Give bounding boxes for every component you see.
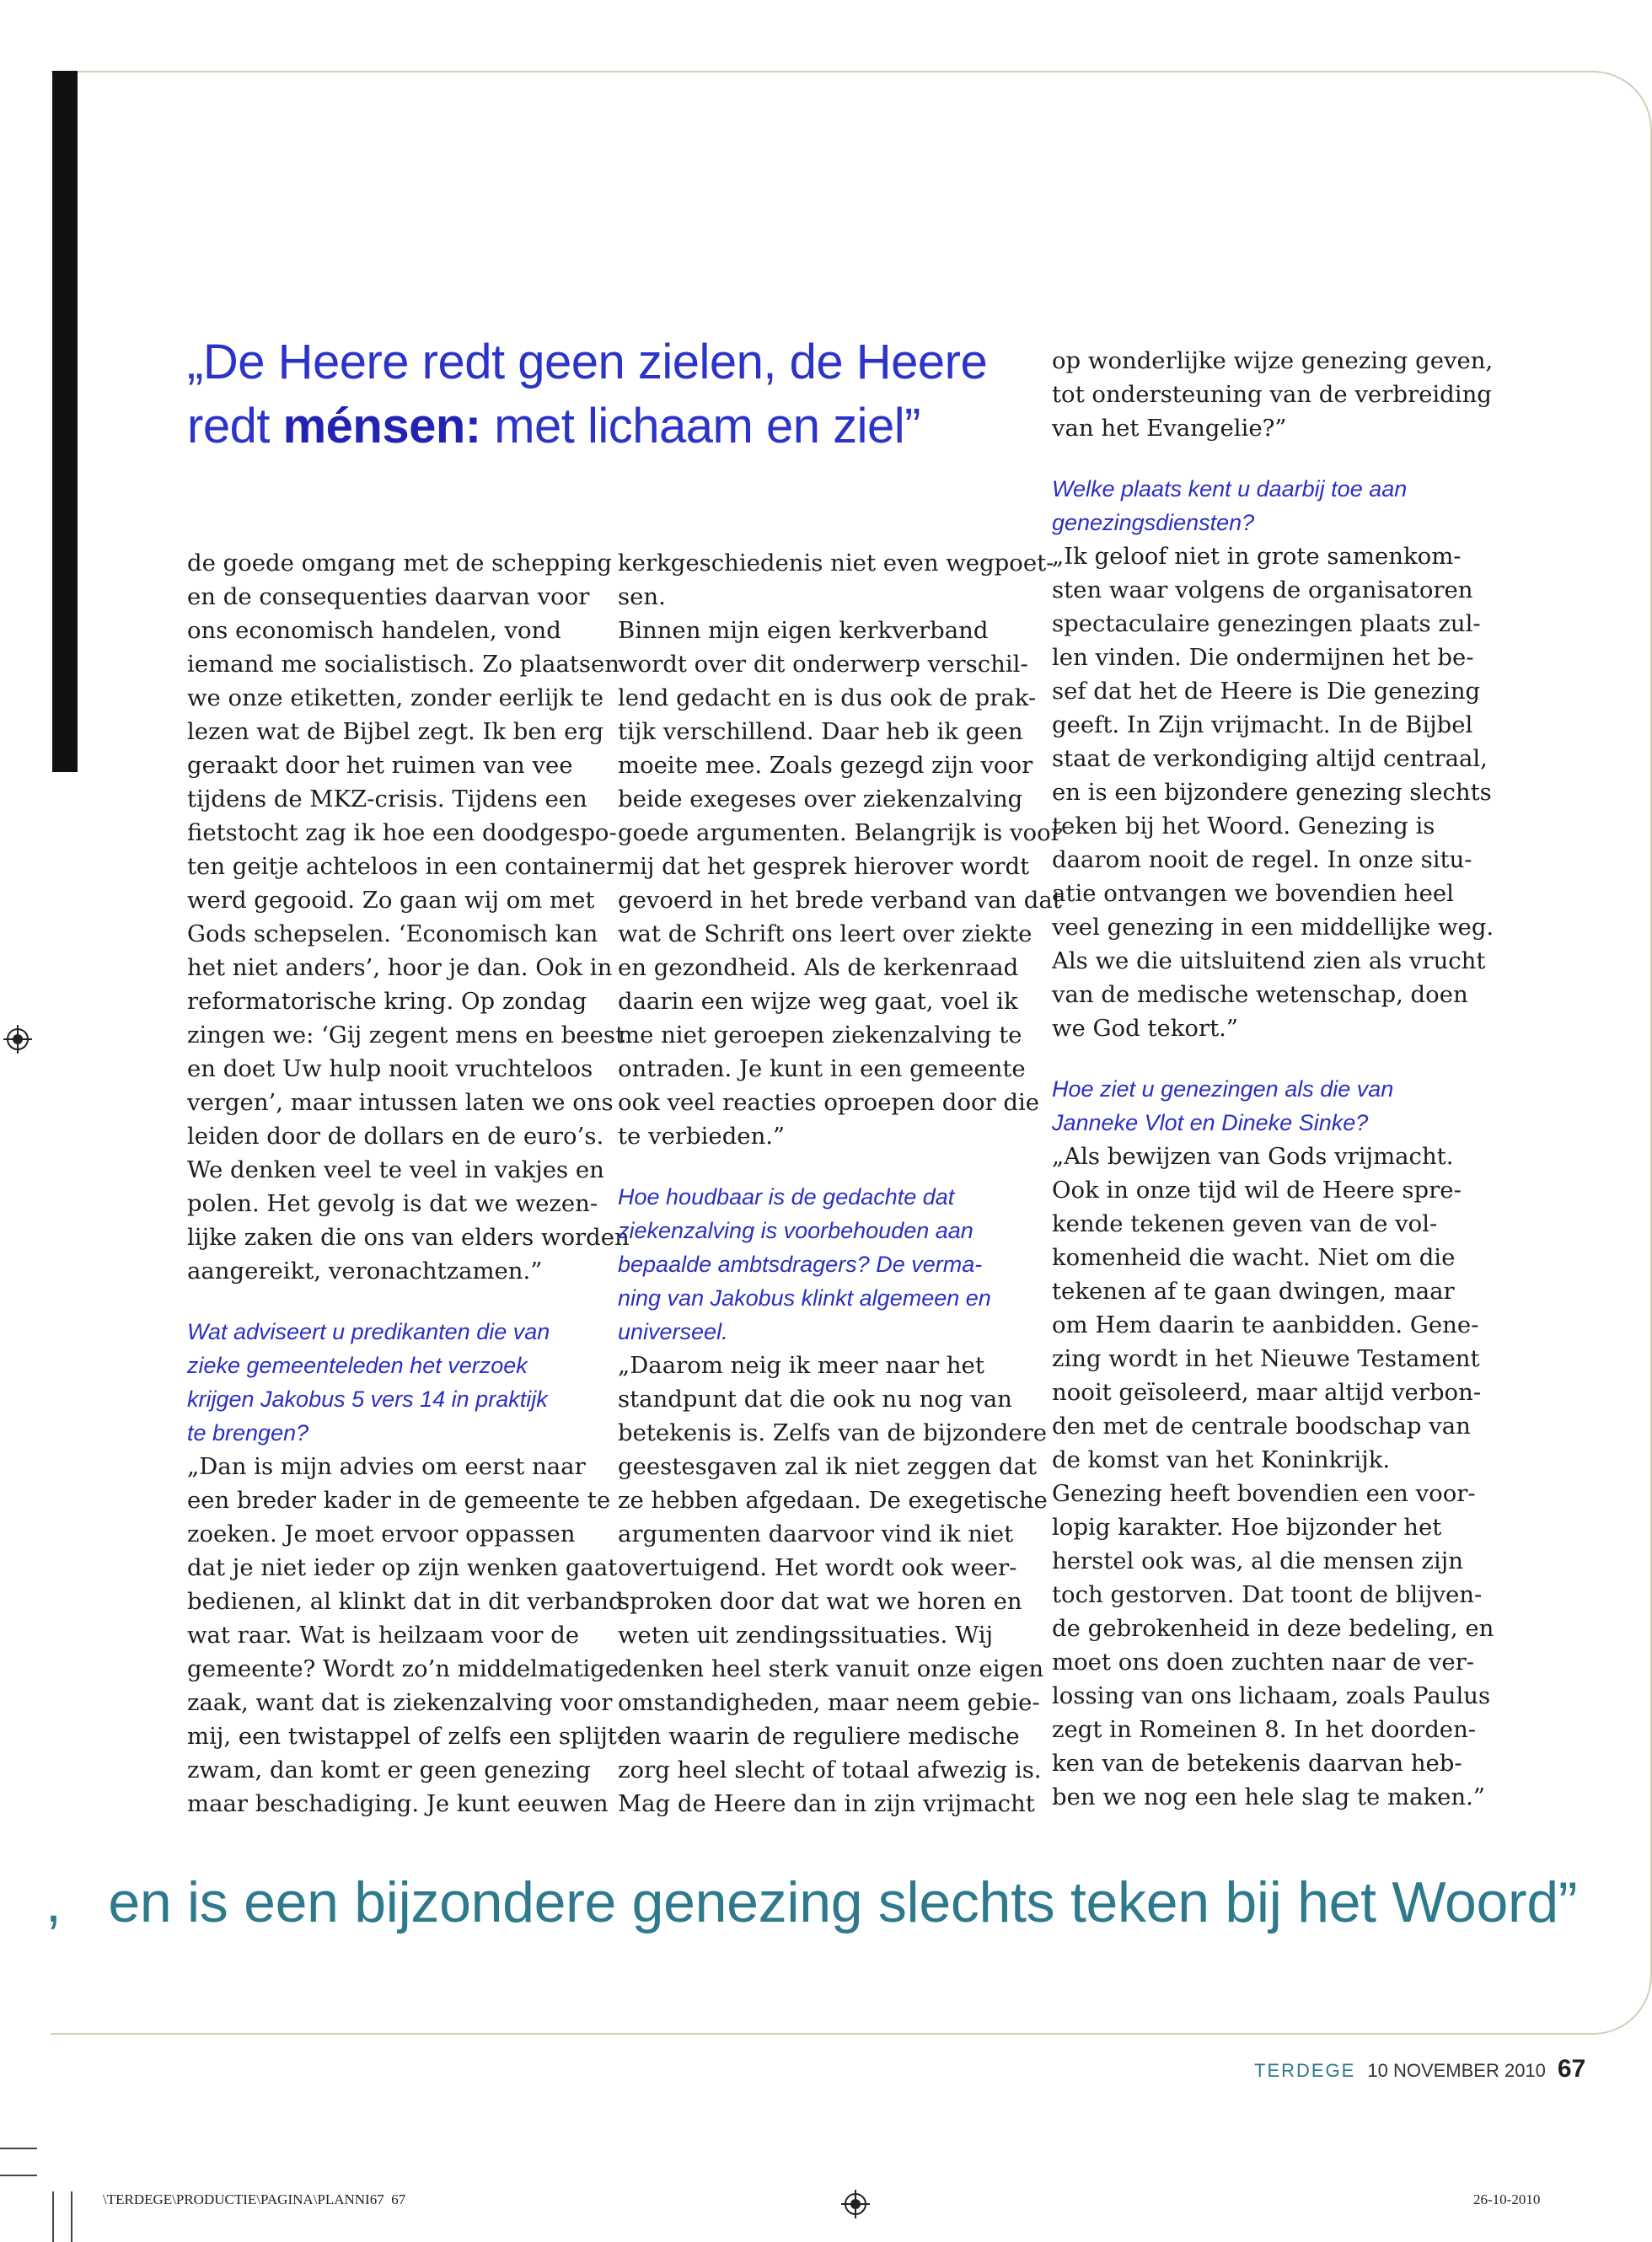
body-text-line: zegt in Romeinen 8. In het doorden- xyxy=(1052,1716,1477,1743)
body-text-line: len vinden. Die ondermijnen het be- xyxy=(1052,644,1474,671)
body-text-line: kerkgeschiedenis niet even wegpoet- xyxy=(618,550,1054,577)
body-text-line: weten uit zendingssituaties. Wij xyxy=(618,1622,994,1649)
body-text-line: zwam, dan komt er geen genezing xyxy=(187,1757,591,1783)
interview-question-line: te brengen? xyxy=(187,1420,309,1446)
interview-question-line: ziekenzalving is voorbehouden aan xyxy=(618,1218,974,1243)
body-text-line: „Daarom neig ik meer naar het xyxy=(618,1352,984,1379)
body-text-line: zorg heel slecht of totaal afwezig is. xyxy=(618,1757,1042,1783)
interview-question-line: bepaalde ambtsdragers? De verma- xyxy=(618,1252,983,1277)
body-text-line: ben we nog een hele slag te maken.” xyxy=(1052,1783,1485,1810)
body-text-line: geraakt door het ruimen van vee xyxy=(187,752,573,779)
body-text-line: ken van de betekenis daarvan heb- xyxy=(1052,1750,1462,1777)
body-text-line: de komst van het Koninkrijk. xyxy=(1052,1446,1391,1473)
paragraph-gap xyxy=(1052,1045,1494,1072)
headline xyxy=(187,330,1030,459)
body-text-line: mij dat het gesprek hierover wordt xyxy=(618,853,1030,880)
body-text-line: komenheid die wacht. Niet om die xyxy=(1052,1244,1456,1271)
body-text-line: omstandigheden, maar neem gebie- xyxy=(618,1689,1040,1716)
body-text-line: moeite mee. Zoals gezegd zijn voor xyxy=(618,752,1033,779)
body-text-line: We denken veel te veel in vakjes en xyxy=(187,1156,604,1183)
paragraph-gap xyxy=(187,1288,630,1315)
body-text-line: herstel ook was, al die mensen zijn xyxy=(1052,1547,1463,1574)
body-text-line: sen. xyxy=(618,583,666,610)
body-text-line: lend gedacht en is dus ook de prak- xyxy=(618,684,1037,711)
body-text-line: sproken door dat wat we horen en xyxy=(618,1588,1022,1615)
paragraph-gap xyxy=(1052,445,1494,472)
body-text-line: staat de verkondiging altijd centraal, xyxy=(1052,745,1488,772)
body-text-line: Binnen mijn eigen kerkverband xyxy=(618,617,989,644)
body-text-line: overtuigend. Het wordt ook weer- xyxy=(618,1554,1017,1581)
body-text-line: nooit geïsoleerd, maar altijd verbon- xyxy=(1052,1379,1482,1406)
body-text-line: me niet geroepen ziekenzalving te xyxy=(618,1022,1022,1049)
body-text-line: goede argumenten. Belangrijk is voor xyxy=(618,819,1062,846)
registration-mark-icon xyxy=(3,1025,32,1054)
body-text-line: de gebrokenheid in deze bedeling, en xyxy=(1052,1615,1494,1642)
interview-question-line: Welke plaats kent u daarbij toe aan xyxy=(1052,476,1408,502)
article-column-2 xyxy=(618,546,1062,1821)
body-text-line: maar beschadiging. Je kunt eeuwen xyxy=(187,1790,609,1817)
body-text-line: zingen we: ‘Gij zegent mens en beest xyxy=(187,1022,625,1049)
body-text-line: reformatorische kring. Op zondag xyxy=(187,988,587,1015)
body-text-line: denken heel sterk vanuit onze eigen xyxy=(618,1655,1044,1682)
headline-line2 xyxy=(187,394,1030,459)
body-text-line: en doet Uw hulp nooit vruchteloos xyxy=(187,1055,593,1082)
article-column-1 xyxy=(187,546,630,1821)
article-column-3 xyxy=(1052,344,1494,1814)
body-text-line: sef dat het de Heere is Die genezing xyxy=(1052,678,1481,705)
pull-quote: , en is een bijzondere genezing slechts teken bij het Woord” xyxy=(46,1870,1578,1934)
body-text-line: moet ons doen zuchten naar de ver- xyxy=(1052,1649,1475,1676)
slug-line xyxy=(103,2191,405,2208)
body-text-line: leiden door de dollars en de euro’s. xyxy=(187,1123,604,1150)
body-text-line: polen. Het gevolg is dat we wezen- xyxy=(187,1190,598,1217)
body-text-line: en de consequenties daarvan voor xyxy=(187,583,590,610)
headline-bold-word: ménsen: xyxy=(282,399,481,453)
body-text-line: Mag de Heere dan in zijn vrijmacht xyxy=(618,1790,1035,1817)
body-text-line: te verbieden.” xyxy=(618,1123,786,1150)
body-text-line: we God tekort.” xyxy=(1052,1015,1238,1042)
body-text-line: fietstocht zag ik hoe een doodgespo- xyxy=(187,819,617,846)
body-text-line: lossing van ons lichaam, zoals Paulus xyxy=(1052,1682,1491,1709)
slug-date: 26-10-2010 xyxy=(1473,2191,1541,2207)
crop-mark xyxy=(0,2175,37,2176)
body-text-line: sten waar volgens de organisatoren xyxy=(1052,577,1473,603)
body-text-line: om Hem daarin te aanbidden. Gene- xyxy=(1052,1311,1479,1338)
body-text-line: „Ik geloof niet in grote samenkom- xyxy=(1052,543,1462,570)
body-text-line: Ook in onze tijd wil de Heere spre- xyxy=(1052,1177,1462,1204)
body-text-line: de goede omgang met de schepping xyxy=(187,550,612,577)
registration-mark-icon xyxy=(841,2190,870,2218)
body-text-line: „Als bewijzen van Gods vrijmacht. xyxy=(1052,1143,1454,1170)
body-text-line: aangereikt, veronachtzamen.” xyxy=(187,1258,543,1285)
body-text-line: ten geitje achteloos in een container xyxy=(187,853,617,880)
body-text-line: gemeente? Wordt zo’n middelmatige xyxy=(187,1655,620,1682)
body-text-line: tot ondersteuning van de verbreiding xyxy=(1052,381,1492,408)
body-text-line: van het Evangelie?” xyxy=(1052,415,1287,442)
body-text-line: gevoerd in het brede verband van dat xyxy=(618,887,1062,914)
body-text-line: ontraden. Je kunt in een gemeente xyxy=(618,1055,1026,1082)
paragraph-gap xyxy=(618,1153,1062,1180)
body-text-line: toch gestorven. Dat toont de blijven- xyxy=(1052,1581,1483,1608)
headline-line2-before: redt xyxy=(187,399,283,453)
footer-date: 10 NOVEMBER 2010 xyxy=(1367,2060,1546,2081)
headline-line1: „De Heere redt geen zielen, de Heere xyxy=(187,335,988,389)
slug-page: 67 xyxy=(391,2191,406,2207)
body-text-line: Als we die uitsluitend zien als vrucht xyxy=(1052,947,1486,974)
body-text-line: op wonderlijke wijze genezing geven, xyxy=(1052,347,1494,374)
interview-question-line: ning van Jakobus klinkt algemeen en xyxy=(618,1285,991,1311)
body-text-line: betekenis is. Zelfs van de bijzondere xyxy=(618,1419,1048,1446)
slug-path: \TERDEGE\PRODUCTIE\PAGINA\PLANNI67 xyxy=(103,2191,384,2207)
interview-question-line: zieke gemeenteleden het verzoek xyxy=(187,1353,528,1378)
body-text-line: wat de Schrift ons leert over ziekte xyxy=(618,920,1032,947)
page-footer xyxy=(1254,2055,1585,2084)
footer-page-number: 67 xyxy=(1557,2055,1586,2083)
body-text-line: lijke zaken die ons van elders worden xyxy=(187,1224,630,1251)
body-text-line: den met de centrale boodschap van xyxy=(1052,1413,1471,1440)
body-text-line: atie ontvangen we bovendien heel xyxy=(1052,880,1454,907)
body-text-line: lezen wat de Bijbel zegt. Ik ben erg xyxy=(187,718,604,745)
body-text-line: zoeken. Je moet ervoor oppassen xyxy=(187,1521,576,1547)
body-text-line: spectaculaire genezingen plaats zul- xyxy=(1052,610,1481,637)
body-text-line: Genezing heeft bovendien een voor- xyxy=(1052,1480,1476,1507)
body-text-line: daarin een wijze weg gaat, voel ik xyxy=(618,988,1018,1015)
footer-brand: TERDEGE xyxy=(1254,2060,1356,2081)
body-text-line: een breder kader in de gemeente te xyxy=(187,1487,611,1514)
body-text-line: het niet anders’, hoor je dan. Ook in xyxy=(187,954,613,981)
interview-question-line: genezingsdiensten? xyxy=(1052,510,1255,535)
interview-question-line: Hoe houdbaar is de gedachte dat xyxy=(618,1184,955,1210)
body-text-line: tijdens de MKZ-crisis. Tijdens een xyxy=(187,786,587,813)
body-text-line: „Dan is mijn advies om eerst naar xyxy=(187,1453,586,1480)
body-text-line: beide exegeses over ziekenzalving xyxy=(618,786,1023,813)
interview-question-line: universeel. xyxy=(618,1319,728,1344)
body-text-line: kende tekenen geven van de vol- xyxy=(1052,1210,1438,1237)
headline-line2-after: met lichaam en ziel” xyxy=(480,399,920,453)
body-text-line: vergen’, maar intussen laten we ons xyxy=(187,1089,614,1116)
body-text-line: den waarin de reguliere medische xyxy=(618,1723,1020,1750)
body-text-line: bedienen, al klinkt dat in dit verband xyxy=(187,1588,624,1615)
body-text-line: Gods schepselen. ‘Economisch kan xyxy=(187,920,598,947)
body-text-line: wordt over dit onderwerp verschil- xyxy=(618,651,1028,678)
crop-mark xyxy=(52,2191,54,2242)
body-text-line: iemand me socialistisch. Zo plaatsen xyxy=(187,651,620,678)
body-text-line: teken bij het Woord. Genezing is xyxy=(1052,813,1435,839)
interview-question-line: Wat adviseert u predikanten die van xyxy=(187,1319,550,1344)
body-text-line: werd gegooid. Zo gaan wij om met xyxy=(187,887,595,914)
body-text-line: tijk verschillend. Daar heb ik geen xyxy=(618,718,1023,745)
body-text-line: veel genezing in een middellijke weg. xyxy=(1052,914,1494,941)
body-text-line: tekenen af te gaan dwingen, maar xyxy=(1052,1278,1455,1305)
body-text-line: geeft. In Zijn vrijmacht. In de Bijbel xyxy=(1052,711,1473,738)
body-text-line: daarom nooit de regel. In onze situ- xyxy=(1052,846,1472,873)
body-text-line: wat raar. Wat is heilzaam voor de xyxy=(187,1622,580,1649)
body-text-line: en gezondheid. Als de kerkenraad xyxy=(618,954,1019,981)
body-text-line: ons economisch handelen, vond xyxy=(187,617,561,644)
body-text-line: geestesgaven zal ik niet zeggen dat xyxy=(618,1453,1037,1480)
body-text-line: we onze etiketten, zonder eerlijk te xyxy=(187,684,604,711)
crop-mark xyxy=(0,2148,37,2149)
body-text-line: zaak, want dat is ziekenzalving voor xyxy=(187,1689,613,1716)
body-text-line: mij, een twistappel of zelfs een splijt- xyxy=(187,1723,625,1750)
body-text-line: standpunt dat die ook nu nog van xyxy=(618,1386,1012,1413)
crop-mark xyxy=(71,2191,72,2242)
body-text-line: ook veel reacties oproepen door die xyxy=(618,1089,1040,1116)
interview-question-line: Janneke Vlot en Dineke Sinke? xyxy=(1052,1110,1369,1135)
interview-question-line: Hoe ziet u genezingen als die van xyxy=(1052,1076,1394,1102)
body-text-line: lopig karakter. Hoe bijzonder het xyxy=(1052,1514,1442,1541)
body-text-line: en is een bijzondere genezing slechts xyxy=(1052,779,1492,806)
left-black-bar xyxy=(52,71,78,772)
body-text-line: zing wordt in het Nieuwe Testament xyxy=(1052,1345,1480,1372)
body-text-line: ze hebben afgedaan. De exegetische xyxy=(618,1487,1048,1514)
interview-question-line: krijgen Jakobus 5 vers 14 in praktijk xyxy=(187,1386,548,1412)
body-text-line: dat je niet ieder op zijn wenken gaat xyxy=(187,1554,618,1581)
body-text-line: argumenten daarvoor vind ik niet xyxy=(618,1521,1014,1547)
body-text-line: van de medische wetenschap, doen xyxy=(1052,981,1468,1008)
